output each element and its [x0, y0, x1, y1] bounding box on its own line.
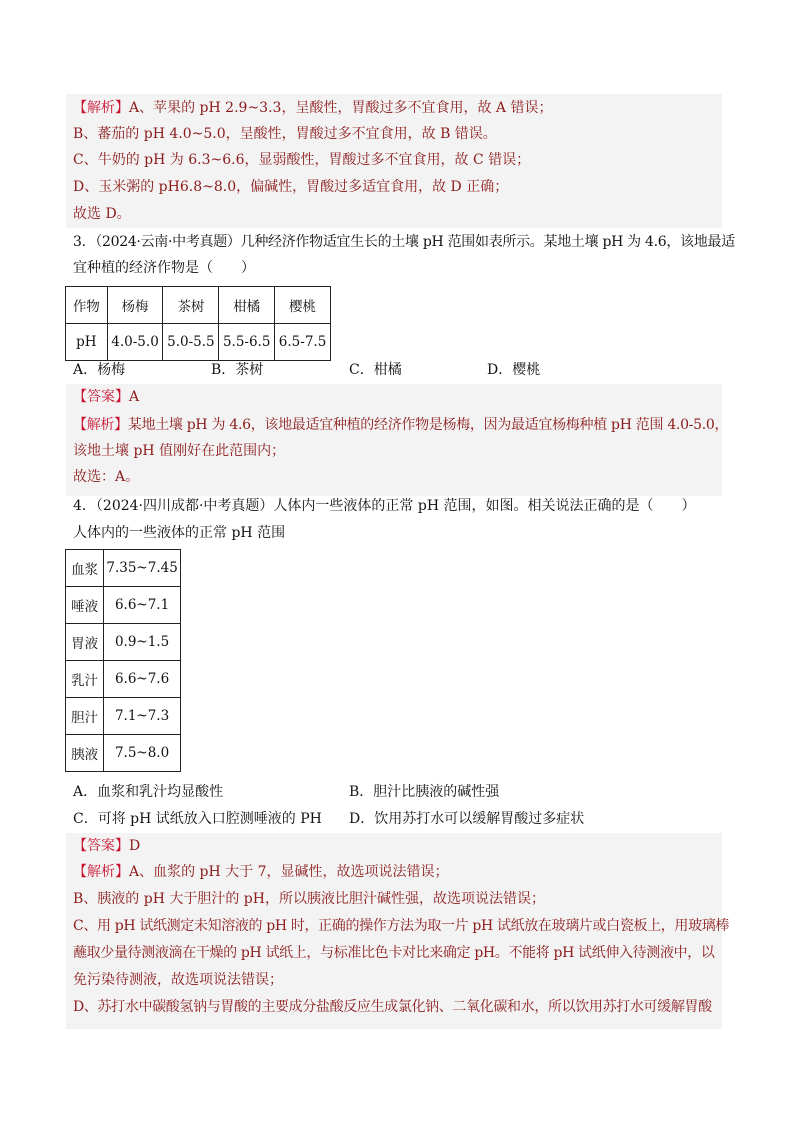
q4-answer: 【答案】D	[73, 838, 141, 854]
analysis-1-line-2: B、蕃茄的 pH 4.0~5.0，呈酸性，胃酸过多不宜食用，故 B 错误。	[73, 126, 497, 142]
q3-analysis-line-3: 故选：A。	[73, 469, 140, 485]
q3-stem-line-1: 3．（2024·云南·中考真题）几种经济作物适宜生长的土壤 pH 范围如表所示。某地土壤 pH 为 4.6，该地最适	[73, 234, 735, 250]
analysis-1-line-1: 【解析】A、苹果的 pH 2.9~3.3，呈酸性，胃酸过多不宜食用，故 A 错误；	[73, 100, 553, 116]
table-row: 唾液 6.6~7.1	[66, 587, 181, 624]
q3-analysis-line-1: 【解析】某地土壤 pH 为 4.6，该地最适宜种植的经济作物是杨梅，因为最适宜杨梅种植 pH 范围 4.0-5.0，	[73, 417, 729, 433]
q4-analysis-line-1: 【解析】A、血浆的 pH 大于 7，显碱性，故选项说法错误；	[73, 864, 449, 880]
table-cell: pH	[66, 324, 108, 361]
q4-table-title: 人体内的一些液体的正常 pH 范围	[73, 525, 286, 541]
table-row: 胃液 0.9~1.5	[66, 624, 181, 661]
analysis-1-line-4: D、玉米粥的 pH6.8~8.0，偏碱性，胃酸过多适宜食用，故 D 正确；	[73, 179, 509, 195]
analysis-1-line-3: C、牛奶的 pH 为 6.3~6.6，显弱酸性，胃酸过多不宜食用，故 C 错误；	[73, 152, 531, 168]
table-row: 胆汁 7.1~7.3	[66, 698, 181, 735]
q3-option-d[interactable]: D．樱桃	[487, 362, 541, 378]
q4-analysis-line-4: 蘸取少量待测液滴在干燥的 pH 试纸上，与标准比色卡对比来确定 pH。不能将 pH 试纸伸入待测液中，以	[73, 945, 715, 961]
q4-option-b[interactable]: B．胆汁比胰液的碱性强	[349, 784, 500, 800]
table-cell: 6.5-7.5	[275, 324, 331, 361]
q3-answer: 【答案】A	[73, 389, 140, 405]
table-cell: 5.0-5.5	[163, 324, 219, 361]
q4-option-c[interactable]: C．可将 pH 试纸放入口腔测唾液的 PH	[73, 811, 322, 827]
analysis-1-line-5: 故选 D。	[73, 206, 131, 222]
table-cell: 樱桃	[275, 287, 331, 324]
table-cell: 柑橘	[219, 287, 275, 324]
table-row: 血浆 7.35~7.45	[66, 550, 181, 587]
table-cell: 作物	[66, 287, 108, 324]
table-cell: 4.0-5.0	[107, 324, 163, 361]
q3-answer-block	[66, 384, 722, 496]
table-cell: 茶树	[163, 287, 219, 324]
table-row	[66, 324, 331, 361]
q4-stem: 4．（2024·四川成都·中考真题）人体内一些液体的正常 pH 范围，如图。相关说法正确的是（ ）	[73, 498, 696, 514]
q3-analysis-line-2: 该地土壤 pH 值刚好在此范围内；	[73, 443, 286, 459]
q4-option-a[interactable]: A．血浆和乳汁均显酸性	[73, 784, 224, 800]
q3-option-b[interactable]: B．茶树	[211, 362, 264, 378]
table-row: 乳汁 6.6~7.6	[66, 661, 181, 698]
table-cell: 5.5-6.5	[219, 324, 275, 361]
table-row	[66, 287, 331, 324]
q3-option-a[interactable]: A．杨梅	[73, 362, 126, 378]
q4-option-d[interactable]: D．饮用苏打水可以缓解胃酸过多症状	[349, 811, 585, 827]
q3-stem-line-2: 宜种植的经济作物是（ ）	[73, 260, 255, 276]
q4-analysis-line-6: D、苏打水中碳酸氢钠与胃酸的主要成分盐酸反应生成氯化钠、二氧化碳和水，所以饮用苏打水可缓解胃酸	[73, 999, 712, 1015]
q4-analysis-line-5: 免污染待测液，故选项说法错误；	[73, 972, 283, 988]
table-cell: 杨梅	[107, 287, 163, 324]
analysis-tag: 【解析】	[73, 100, 129, 116]
q4-ph-table	[65, 549, 181, 772]
table-row: 胰液 7.5~8.0	[66, 735, 181, 772]
q4-analysis-line-3: C、用 pH 试纸测定未知溶液的 pH 时，正确的操作方法为取一片 pH 试纸放在玻璃片或白瓷板上，用玻璃棒	[73, 918, 730, 934]
q3-option-c[interactable]: C．柑橘	[349, 362, 402, 378]
q4-analysis-line-2: B、胰液的 pH 大于胆汁的 pH，所以胰液比胆汁碱性强，故选项说法错误；	[73, 891, 545, 907]
q3-crop-table	[65, 286, 331, 361]
